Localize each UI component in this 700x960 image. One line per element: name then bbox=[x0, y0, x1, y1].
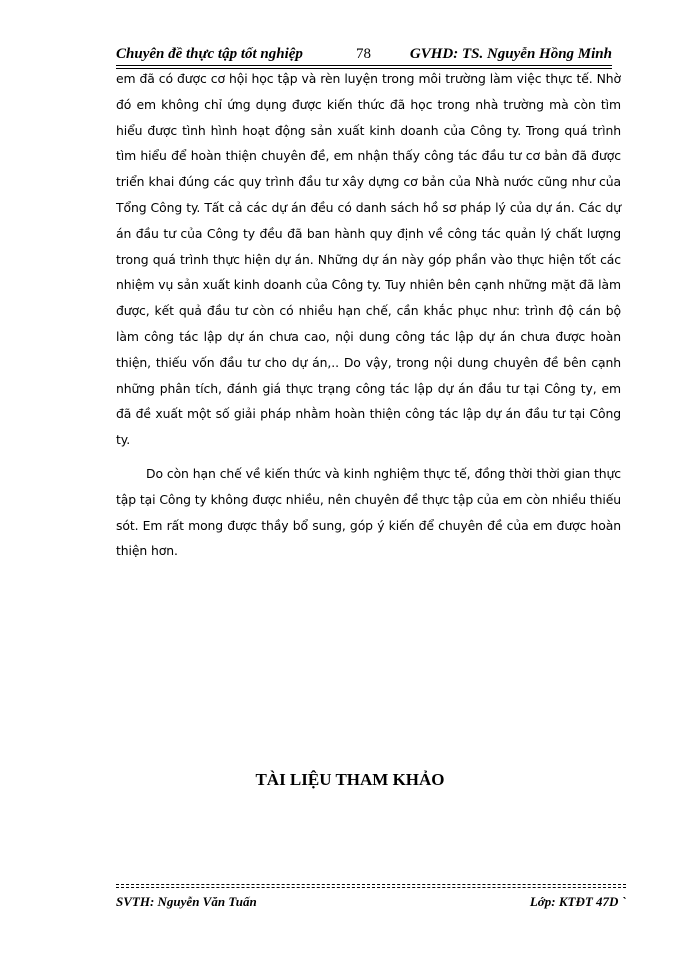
header-page-number: 78 bbox=[356, 46, 371, 62]
body-text bbox=[116, 66, 621, 564]
header-title: Chuyên đề thực tập tốt nghiệp bbox=[116, 46, 303, 62]
page-footer bbox=[116, 894, 626, 914]
paragraph-closing: Do còn hạn chế về kiến thức và kinh nghiệm thực tế, đồng thời thời gian thực tập tại Công ty không được nhiều, nên chuyên đề thực tập của em còn nhiều thiếu sót. Em rất mong được thầy bổ sung, góp ý kiến để chuyên đề của em được hoàn thiện hơn. bbox=[116, 465, 621, 559]
footer-class: Lớp: KTĐT 47D ` bbox=[529, 894, 626, 909]
section-title-references: TÀI LIỆU THAM KHẢO bbox=[255, 770, 445, 789]
footer-divider bbox=[116, 884, 626, 888]
paragraph-conclusion: em đã có được cơ hội học tập và rèn luyện trong môi trường làm việc thực tế. Nhờ đó em không chỉ ứng dụng được kiến thức đã học trong nhà trường mà còn tìm hiểu được tình hình hoạt động sản xuất kinh doanh của Công ty. Trong quá trình tìm hiểu để hoàn thiện chuyên đề, em nhận thấy công tác đầu tư cơ bản đã được triển khai đúng các quy trình đầu tư xây dựng cơ bản của Nhà nước cũng như của Tổng Công ty. Tất cả các dự án đều có danh sách hồ sơ pháp lý của dự án. Các dự án đầu tư của Công ty đều đã ban hành quy định về công tác quản lý chất lượng trong quá trình thực hiện dự án. Những dự án này góp phần vào thực hiện tốt các nhiệm vụ sản xuất kinh doanh của Công ty. Tuy nhiên bên cạnh những mặt đã làm được, kết quả đầu tư còn có nhiều hạn chế, cần khắc phục như: trình độ cán bộ làm công tác lập dự án chưa cao, nội dung công tác lập dự án chưa được hoàn thiện, thiếu vốn đầu tư cho dự án,.. Do vậy, trong nội dung chuyên đề bên cạnh những phân tích, đánh giá thực trạng công tác lập dự án đầu tư tại Công ty, em đã đề xuất một số giải pháp nhằm hoàn thiện công tác lập dự án đầu tư tại Công ty. bbox=[116, 71, 621, 448]
footer-student: SVTH: Nguyễn Văn Tuấn bbox=[116, 894, 257, 909]
header-advisor: GVHD: TS. Nguyễn Hồng Minh bbox=[409, 46, 612, 62]
